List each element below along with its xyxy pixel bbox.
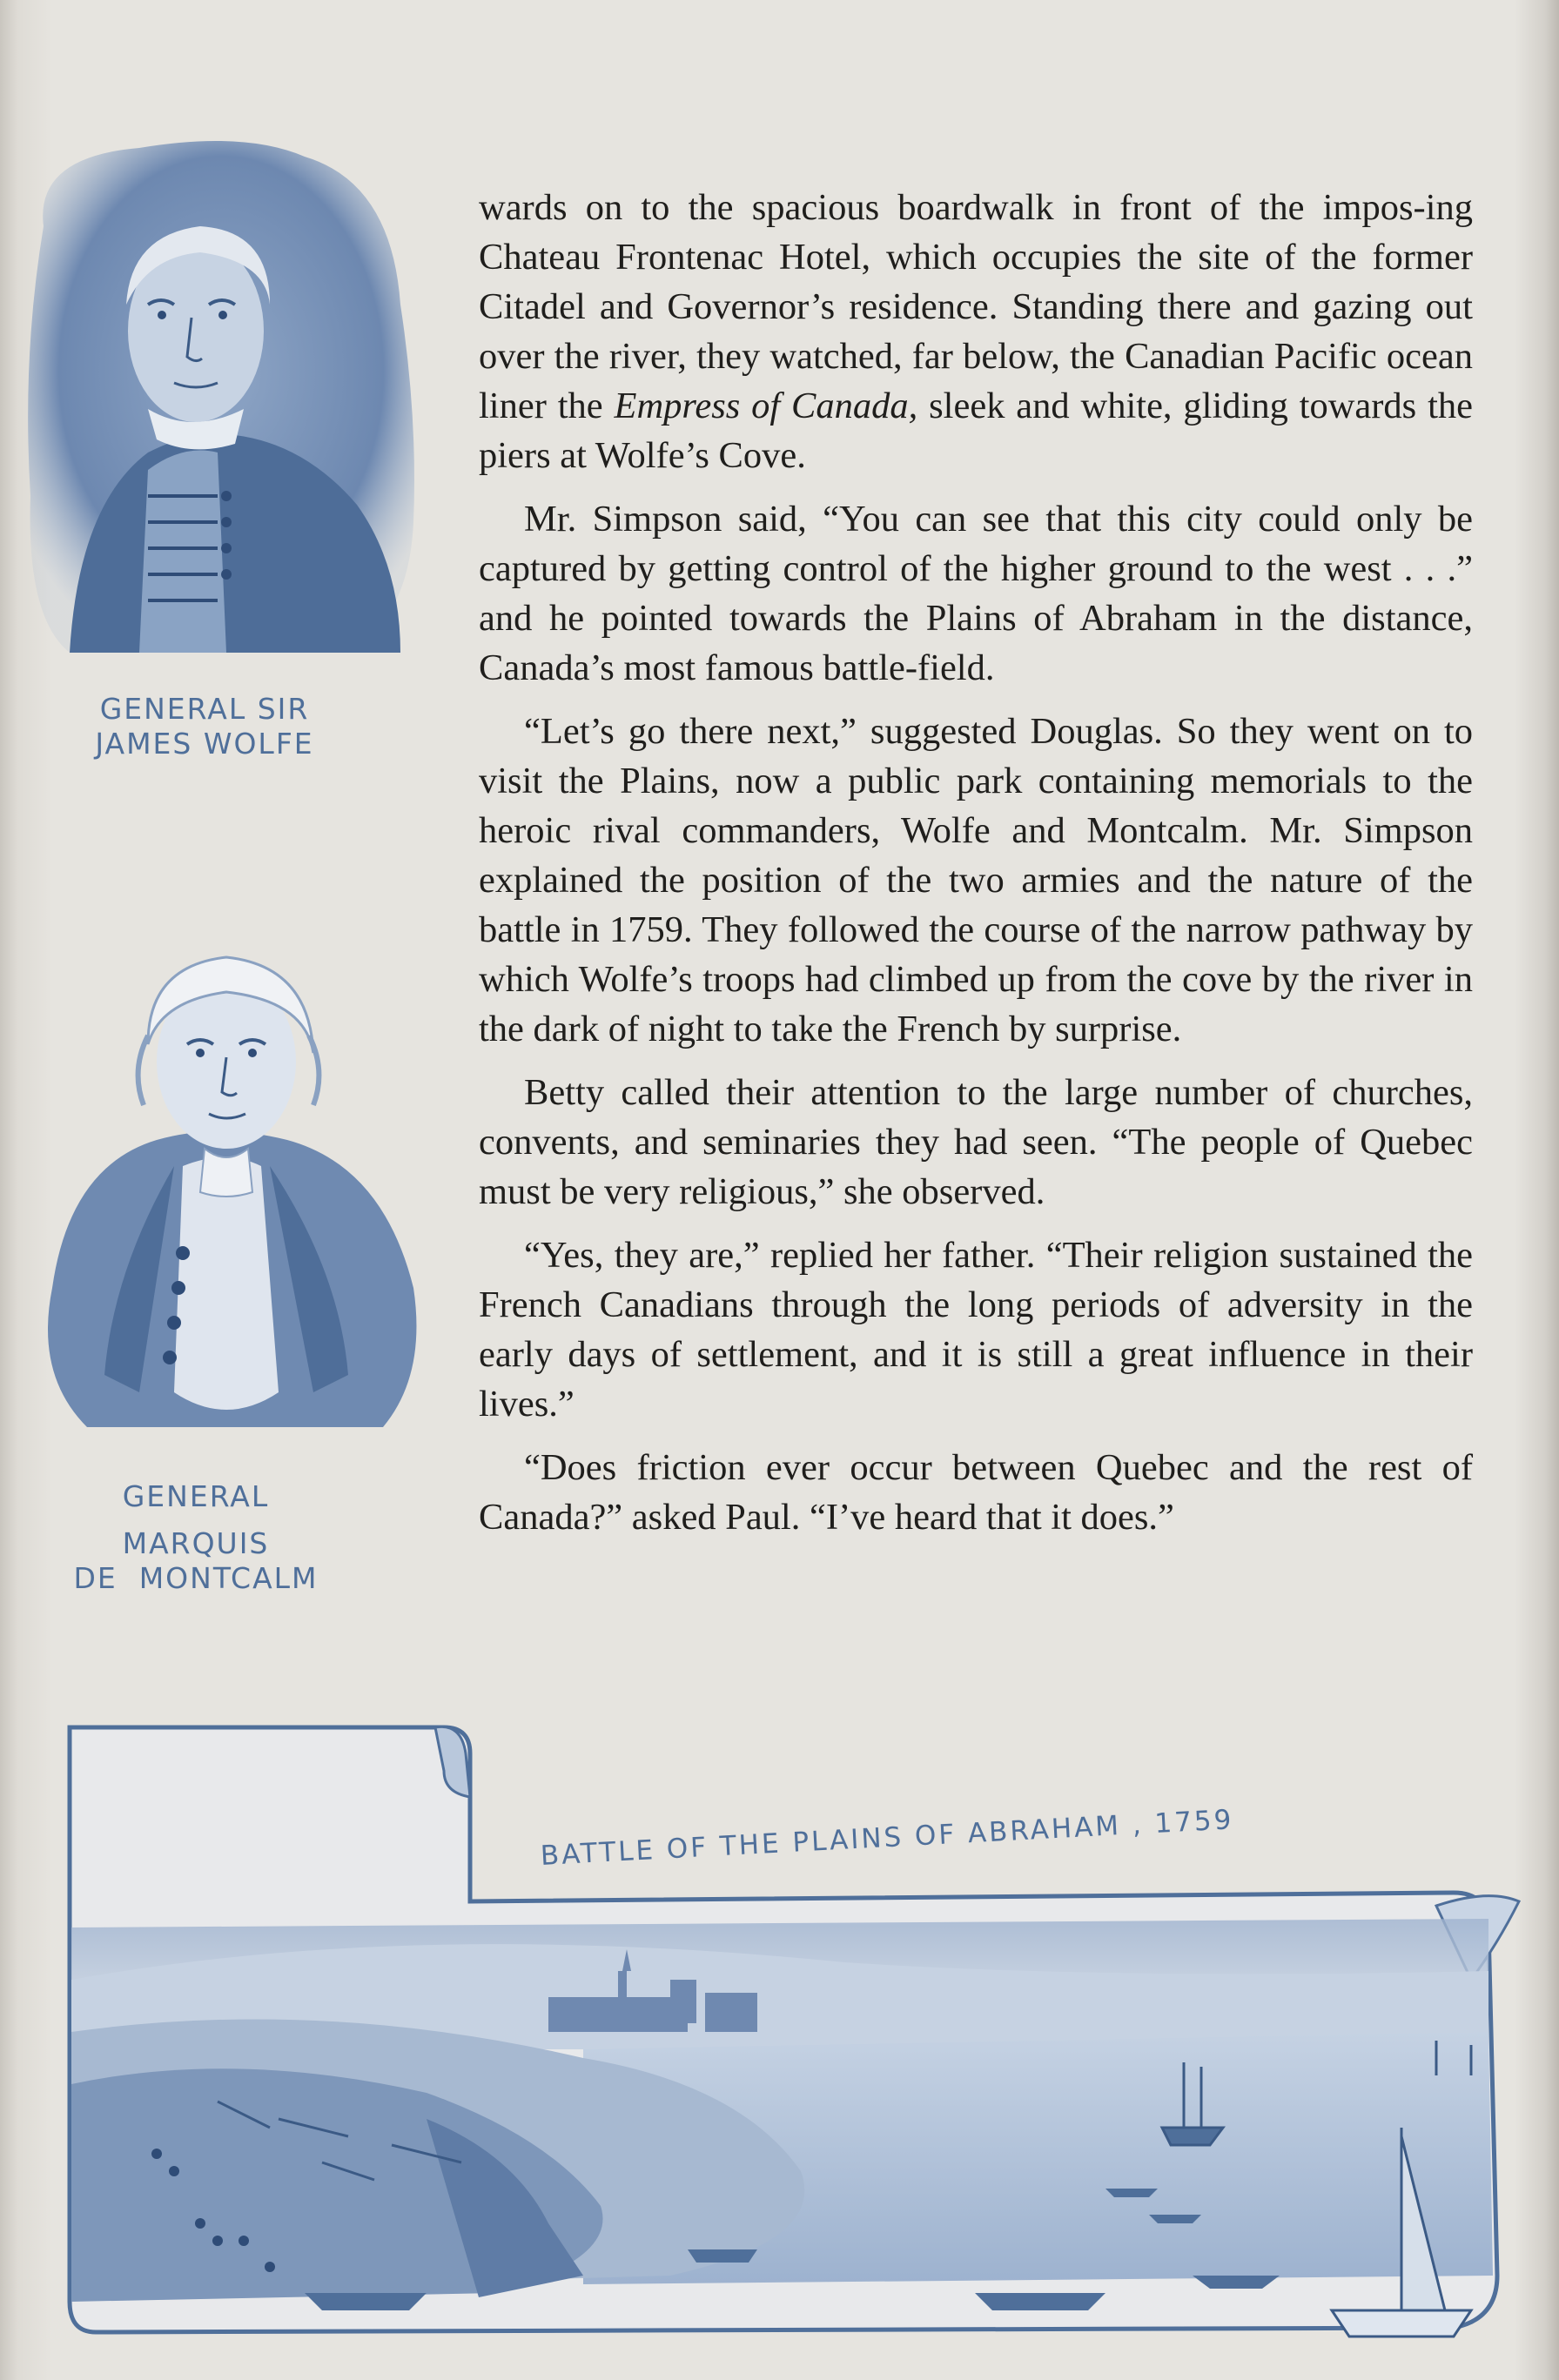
story-paragraph: [479, 1443, 1473, 1542]
story-paragraph: [479, 1230, 1473, 1429]
montcalm-caption-line-2: MARQUIS: [122, 1526, 270, 1560]
battle-illustration: [61, 1719, 1532, 2367]
paragraph-text: “Does friction ever occur between Quebec and the rest of Canada?” asked Paul. “I’ve heard that it does.”: [479, 1447, 1473, 1538]
story-paragraph: [479, 707, 1473, 1054]
italic-text: Empress of Canada,: [614, 385, 918, 426]
montcalm-portrait: [17, 905, 435, 1462]
battle-title: BATTLE OF THE PLAINS OF ABRAHAM , 1759: [540, 1804, 1235, 1872]
paragraph-text: wards on to the spacious boardwalk in front of the impos-ing Chateau Frontenac Hotel, which occupies the site of the former Citadel and Governor’s residence. Standing there and gazing out over the river, they watched, far below, the Canadian Pacific ocean liner the: [479, 187, 1473, 426]
montcalm-caption-line-3: DE MONTCALM: [73, 1561, 319, 1595]
paragraph-text: Betty called their attention to the large number of churches, convents, and seminaries they had seen. “The people of Quebec must be very religious,” she observed.: [479, 1072, 1473, 1212]
story-paragraph: [479, 494, 1473, 693]
wolfe-caption-line-2: JAMES WOLFE: [95, 727, 314, 761]
story-paragraph: [479, 1068, 1473, 1217]
montcalm-caption: [48, 1479, 344, 1596]
story-text: [479, 183, 1473, 1556]
wolfe-portrait: [17, 131, 418, 670]
paragraph-text: Mr. Simpson said, “You can see that this city could only be captured by getting control of the higher ground to the west . . .” and he pointed towards the Plains of Abraham in the distance, Canada’s most famous battle-field.: [479, 499, 1473, 688]
wolfe-caption-line-1: GENERAL SIR: [99, 692, 310, 726]
paragraph-text: “Yes, they are,” replied her father. “Their religion sustained the French Canadians through the long periods of adversity in the early days of settlement, and it is still a great influence in their lives.”: [479, 1235, 1473, 1425]
montcalm-caption-line-1: GENERAL: [122, 1479, 270, 1513]
story-paragraph: [479, 183, 1473, 480]
wolfe-caption: [65, 692, 344, 761]
paragraph-text: “Let’s go there next,” suggested Douglas. So they went on to visit the Plains, now a public park containing memorials to the heroic rival commanders, Wolfe and Montcalm. Mr. Simpson explained the position of the two armies and the nature of the battle in 1759. They followed the course of the narrow pathway by which Wolfe’s troops had climbed up from the cove by the river in the dark of night to take the French by surprise.: [479, 711, 1473, 1049]
paragraph-text: sleek and white, gliding towards the piers at Wolfe’s Cove.: [479, 385, 1473, 476]
